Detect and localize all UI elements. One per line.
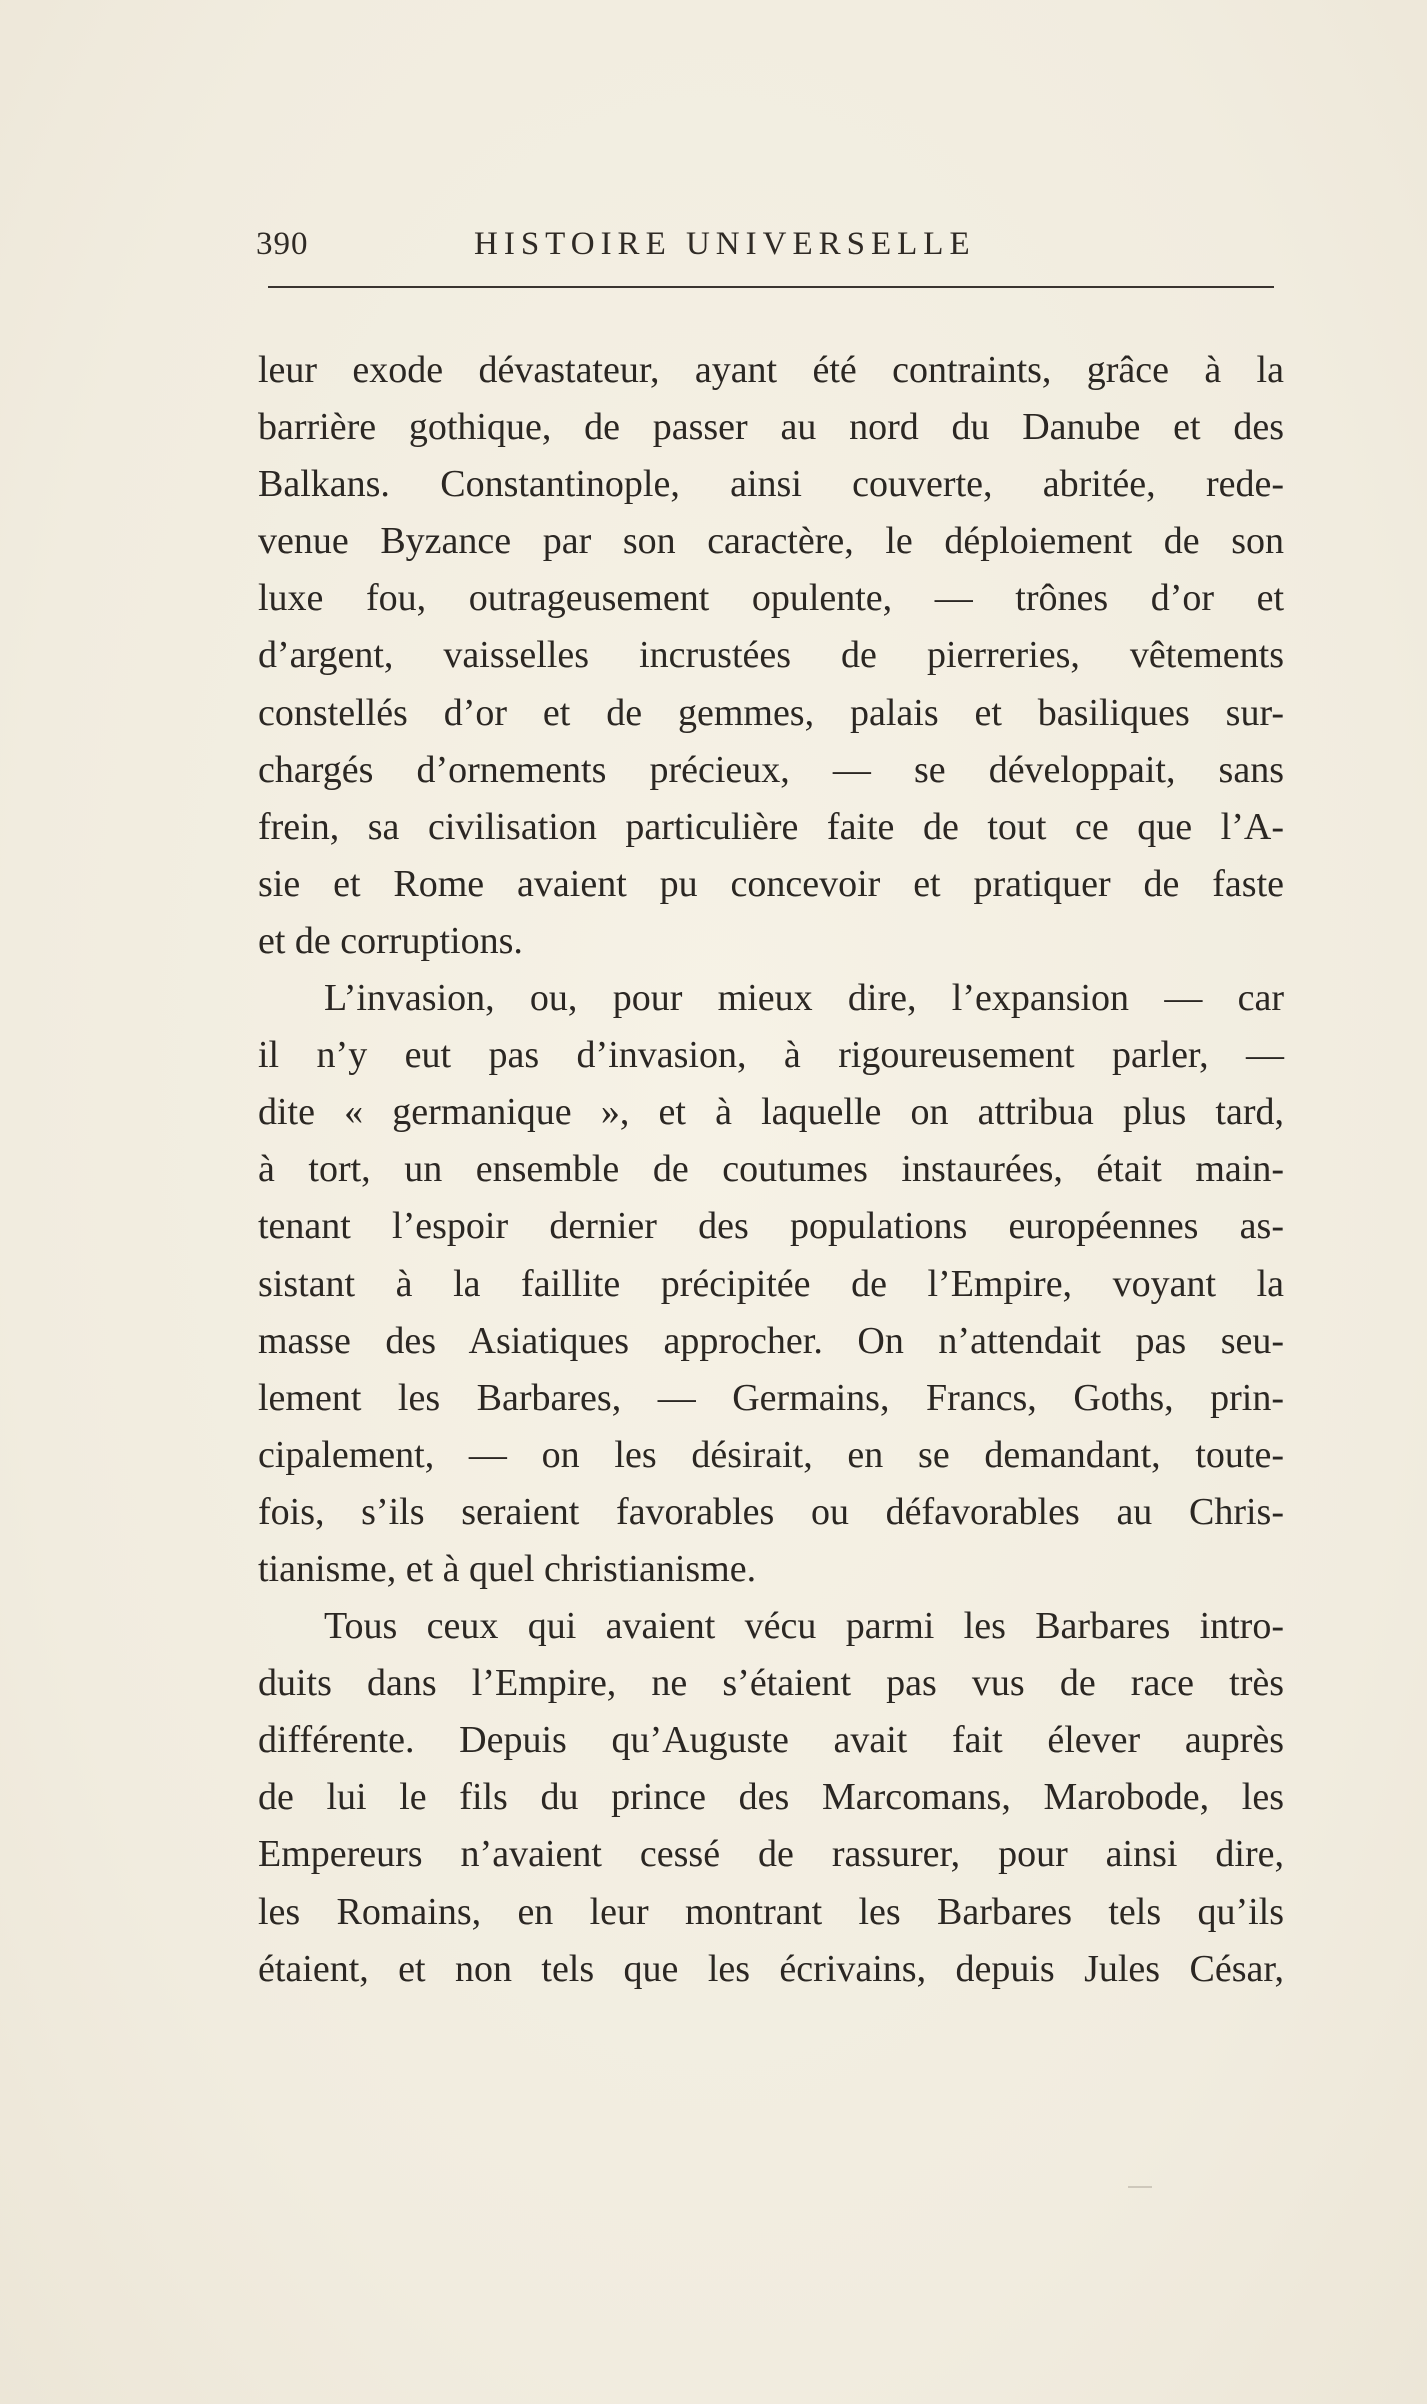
text-line: et de corruptions. (258, 919, 523, 962)
text-line: leur exode dévastateur, ayant été contraints, grâce à la (258, 349, 1284, 391)
text-line: luxe fou, outrageusement opulente, — trônes d’or et (258, 577, 1284, 620)
text-line: cipalement, — on les désirait, en se demandant, toute- (258, 1433, 1284, 1476)
header-rule (268, 286, 1274, 288)
text-line: différente. Depuis qu’Auguste avait fait élever auprès (258, 1719, 1284, 1762)
text-line: Empereurs n’avaient cessé de rassurer, pour ainsi dire, (258, 1833, 1284, 1876)
text-line: Balkans. Constantinople, ainsi couverte, abritée, rede- (258, 463, 1284, 506)
text-line: tianisme, et à quel christianisme. (258, 1547, 757, 1590)
text-line: il n’y eut pas d’invasion, à rigoureusement parler, — (258, 1034, 1284, 1077)
text-line: sie et Rome avaient pu concevoir et pratiquer de faste (258, 862, 1284, 905)
page-number: 390 (256, 226, 309, 262)
body-text (258, 342, 1284, 1998)
text-line: frein, sa civilisation particulière faite de tout ce que l’A- (258, 805, 1284, 848)
page-header (256, 226, 1276, 278)
text-line: étaient, et non tels que les écrivains, depuis Jules César, (258, 1947, 1284, 1990)
text-line: lement les Barbares, — Germains, Francs, Goths, prin- (258, 1376, 1284, 1419)
text-line: à tort, un ensemble de coutumes instaurées, était main- (258, 1148, 1284, 1191)
text-line: chargés d’ornements précieux, — se développait, sans (258, 748, 1284, 791)
text-line: L’invasion, ou, pour mieux dire, l’expansion — car (324, 977, 1284, 1020)
text-line: constellés d’or et de gemmes, palais et basiliques sur- (258, 691, 1284, 734)
text-line: dite « germanique », et à laquelle on attribua plus tard, (258, 1091, 1284, 1134)
text-line: les Romains, en leur montrant les Barbares tels qu’ils (258, 1890, 1284, 1933)
paper-speck (1128, 2186, 1152, 2188)
text-line: venue Byzance par son caractère, le déploiement de son (258, 520, 1284, 563)
text-line: fois, s’ils seraient favorables ou défavorables au Chris- (258, 1490, 1284, 1533)
text-line: duits dans l’Empire, ne s’étaient pas vus de race très (258, 1662, 1284, 1705)
text-line: d’argent, vaisselles incrustées de pierreries, vêtements (258, 634, 1284, 677)
text-line: de lui le fils du prince des Marcomans, Marobode, les (258, 1776, 1284, 1819)
text-line: tenant l’espoir dernier des populations européennes as- (258, 1205, 1284, 1248)
text-line: barrière gothique, de passer au nord du Danube et des (258, 406, 1284, 449)
text-line: masse des Asiatiques approcher. On n’attendait pas seu- (258, 1319, 1284, 1362)
running-title: HISTOIRE UNIVERSELLE (474, 226, 976, 262)
text-line: Tous ceux qui avaient vécu parmi les Barbares intro- (324, 1605, 1284, 1648)
text-line: sistant à la faillite précipitée de l’Empire, voyant la (258, 1262, 1284, 1305)
